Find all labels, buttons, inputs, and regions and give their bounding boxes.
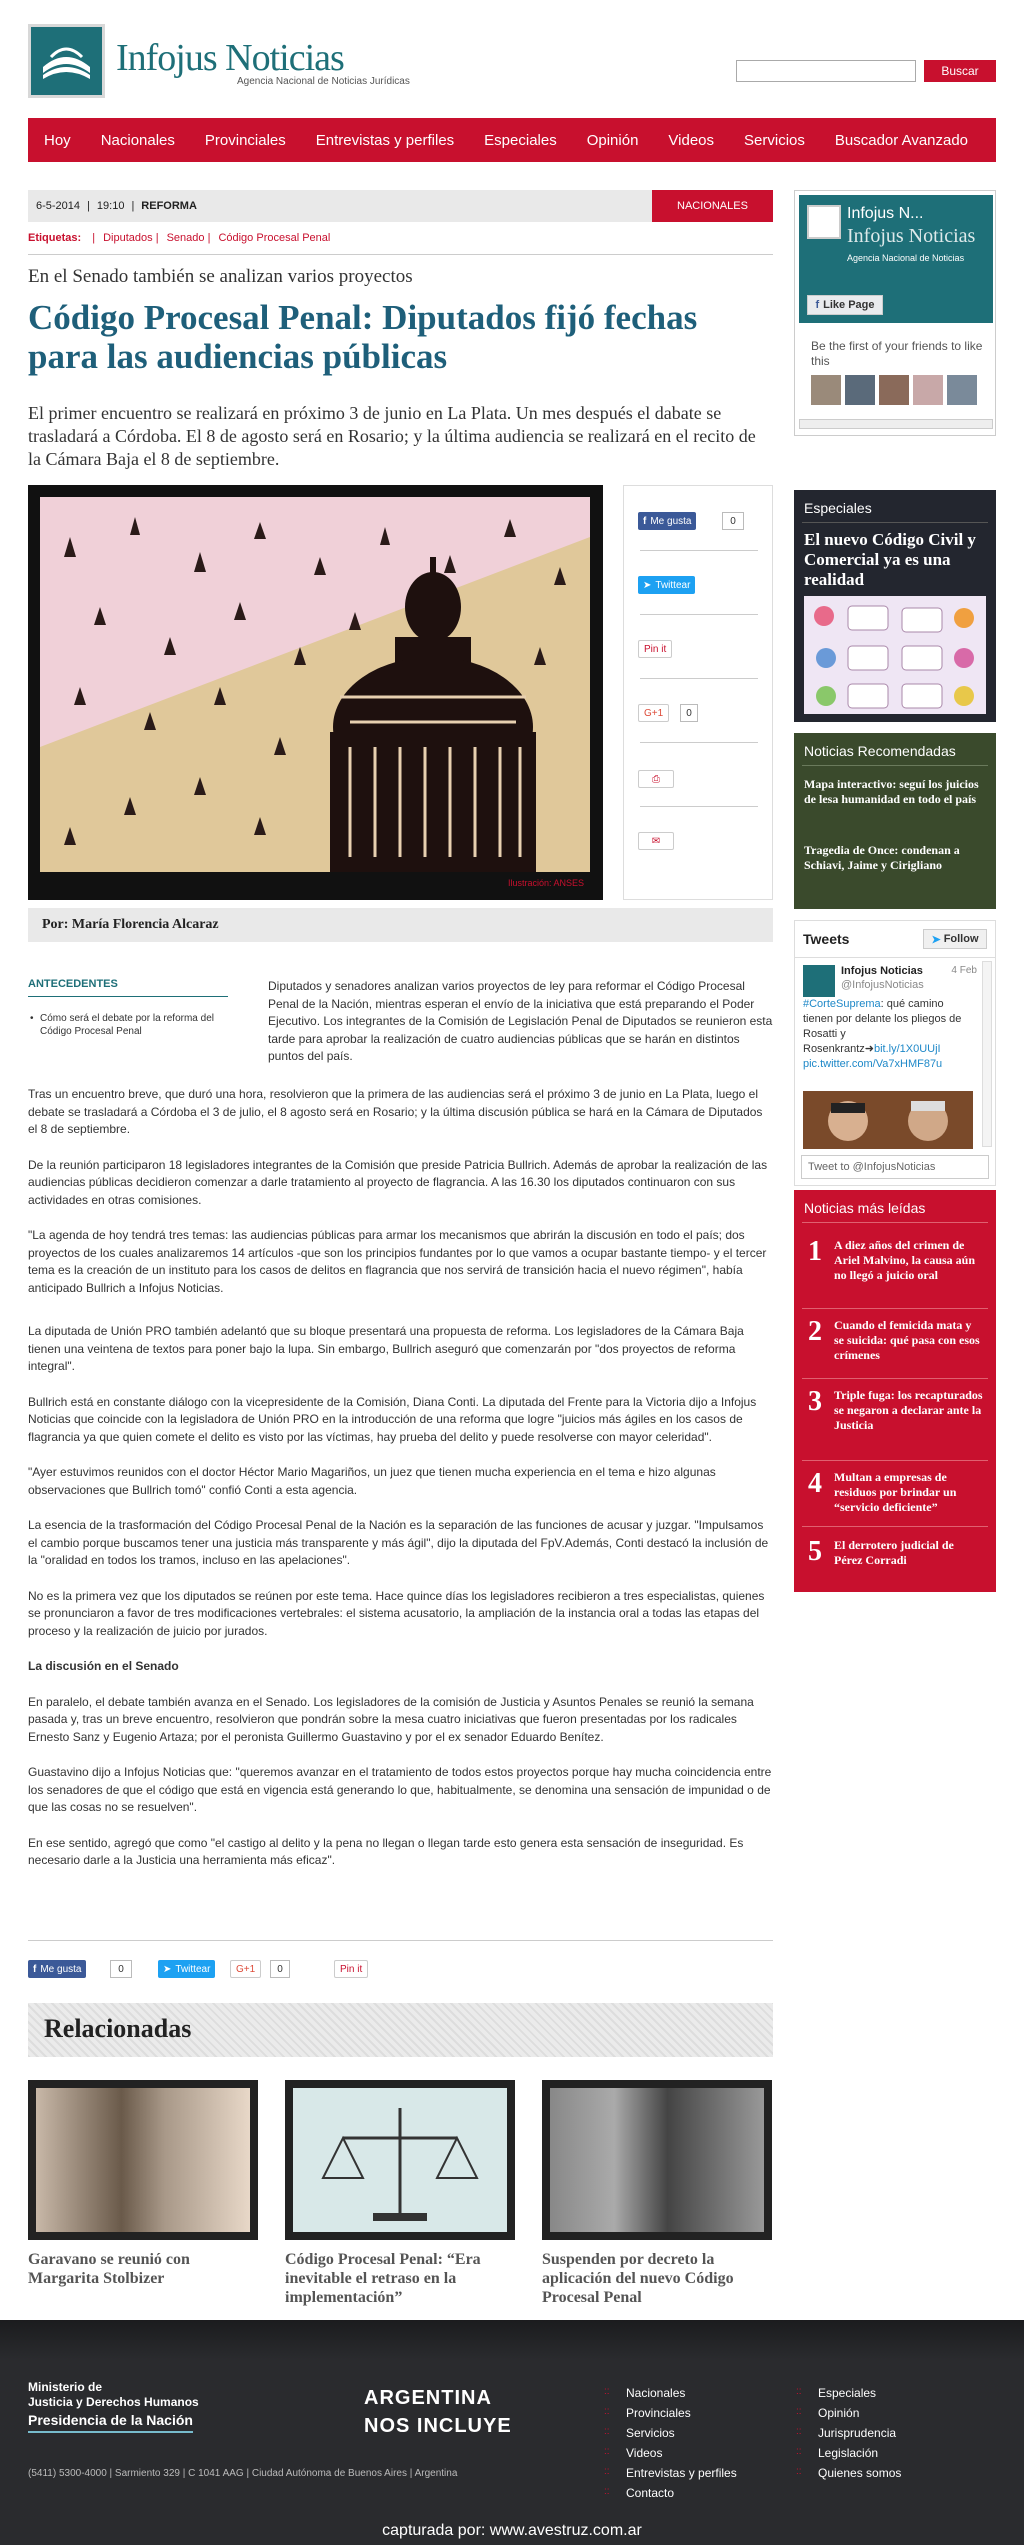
divider: [795, 957, 995, 958]
tweet-text: #CorteSuprema: qué camino tienen por delante los pliegos de Rosatti y Rosenkrantz➜bit.ly/1X0UUjI pic.twitter.com/Va7xHMF87u: [803, 997, 973, 1072]
paragraph: De la reunión participaron 18 legisladores integrantes de la Comisión que preside Patricia Bullrich. Además de aprobar la realización de las audiencias públicas decidieron comenzar a darle tratamiento al proyecto de flagrancia. A las 16.30 los diputados continuaron con sus actividades en otras comisiones.: [28, 1157, 768, 1207]
avatar: [811, 375, 841, 405]
article-meta-bar: 6-5-2014 | 19:10 | REFORMA: [28, 190, 773, 222]
divider: [640, 614, 758, 615]
twitter-share-button[interactable]: [158, 1960, 215, 1978]
email-icon[interactable]: ✉: [638, 832, 674, 850]
paragraph: "Ayer estuvimos reunidos con el doctor Héctor Mario Magariños, un juez que tienen mucha experiencia en el tema e hizo algunas observaciones que Bullrich tomó" confió Conti a esta agencia.: [28, 1465, 716, 1497]
tweet-handle[interactable]: @InfojusNoticias: [841, 979, 924, 991]
twitter-follow-button[interactable]: [923, 929, 987, 949]
avatar[interactable]: [803, 965, 835, 997]
related-caption[interactable]: Garavano se reunió con Margarita Stolbizer: [28, 2251, 190, 2287]
twitter-share-button[interactable]: [638, 576, 695, 594]
divider: [802, 522, 988, 523]
related-image-2[interactable]: [285, 2080, 515, 2240]
paragraph: La diputada de Unión PRO también adelantó que su bloque presentará una propuesta de reforma. Los legisladores de la Cámara Baja tienen una veintena de textos para poner bajo la lupa. Sin embargo, Bullrich aseguró que comenzarán por "dos proyectos de reforma integral".: [28, 1324, 744, 1373]
mas-leida-link[interactable]: El derrotero judicial de Pérez Corradi: [834, 1538, 954, 1567]
article-time: 19:10: [96, 200, 125, 212]
tweet-link[interactable]: bit.ly/1X0UUjI: [873, 1043, 941, 1055]
divider: [640, 742, 758, 743]
fb-like-page-button[interactable]: [807, 295, 883, 315]
facebook-page-widget: [794, 190, 996, 436]
paragraph: En paralelo, el debate también avanza en el Senado. Los legisladores de la comisión de Justicia y Asuntos Penales se reunió la semana pasada y, tras un breve encuentro, resolvieron que pondrán sobre la mesa cuatro iniciativas que fueron presentadas por los radicales Ernesto Sanz y Eugenio Artaza; por el peronista Guillermo Guastavino y por el ex senador Eduardo Benítez.: [28, 1694, 754, 1744]
facebook-like-button[interactable]: [28, 1960, 86, 1978]
tweet-to-input[interactable]: Tweet to @InfojusNoticias: [801, 1155, 989, 1179]
twitter-widget: [794, 920, 996, 1186]
facebook-icon: f: [815, 299, 820, 311]
antecedentes-link[interactable]: [30, 1012, 240, 1038]
main-nav: [28, 118, 996, 162]
divider: [28, 254, 773, 255]
article-type: REFORMA: [141, 200, 197, 212]
paragraph: Bullrich está en constante diálogo con la vicepresidente de la Comisión, Diana Conti. La diputada del Frente para la Victoria dijo a Infojus Noticias que coincide con la legisladora de Unión PRO en la introducción de una reforma que logre "juicios más ágiles en los casos de flagrancia ya que quien comete el delito es visto por las víctimas, hay prueba del delito y puede resolverse con mayor celeridad".: [28, 1394, 757, 1444]
tags-row: Etiquetas: | Diputados | Senado | Código Procesal Penal: [28, 232, 331, 244]
article-image: [28, 485, 603, 900]
paragraph: Guastavino dijo a Infojus Noticias que: "queremos avanzar en el tratamiento de todos estos proyectos porque hay mucha coincidencia entre los senadores de que el código que está en vigencia está generando lo que, habitualmente, se denomina una sensación de impunidad o de que las cosas no se resuelven".: [28, 1765, 772, 1814]
footer-link[interactable]: :: Servicios: [626, 2426, 675, 2440]
rank-number: 5: [808, 1536, 822, 1567]
divider: [802, 1378, 988, 1379]
tag-link[interactable]: Senado: [166, 232, 205, 244]
especiales-title: Especiales: [804, 500, 872, 516]
fb-friends-text: Be the first of your friends to like this: [811, 339, 983, 368]
footer-link[interactable]: :: Jurisprudencia: [818, 2426, 896, 2440]
rank-number: 2: [808, 1316, 822, 1347]
tags-label: Etiquetas:: [28, 232, 82, 244]
fb-label: Me gusta: [650, 515, 692, 527]
divider: [28, 996, 228, 997]
divider: [640, 806, 758, 807]
footer-link[interactable]: :: Nacionales: [626, 2386, 685, 2400]
antecedentes-title: ANTECEDENTES: [28, 978, 118, 990]
nav-item-videos[interactable]: Videos: [668, 131, 715, 149]
fb-label: Me gusta: [40, 1963, 82, 1975]
divider: [28, 1940, 773, 1941]
mas-leida-link[interactable]: Triple fuga: los recapturados se negaron a declarar ante la Justicia: [834, 1388, 983, 1432]
argentina-logo[interactable]: [364, 2384, 512, 2440]
avatar: [845, 375, 875, 405]
footer-link[interactable]: :: Opinión: [818, 2406, 859, 2420]
site-header: [0, 0, 1024, 115]
recomendadas-title: Noticias Recomendadas: [804, 743, 956, 759]
twitter-icon: ➤: [163, 1963, 172, 1975]
rank-number: 3: [808, 1386, 822, 1417]
tweet-body: : qué camino tienen por delante los pliegos de Rosatti y Rosenkrantz: [803, 998, 962, 1055]
gplus-count: 0: [270, 1960, 290, 1978]
brand-name[interactable]: [116, 36, 344, 80]
related-image-1[interactable]: [28, 2080, 258, 2240]
nav-item-opinion[interactable]: Opinión: [586, 131, 639, 149]
divider: [802, 1308, 988, 1309]
fb-page-sub: Agencia Nacional de Noticias: [847, 253, 965, 263]
avatar: [913, 375, 943, 405]
paragraph: Tras un encuentro breve, que duró una hora, resolvieron que la primera de las audiencias será el próximo 3 de junio en La Plata, luego el debate se trasladará a Córdoba el 3 de julio, el 8 agosto será en Rosario; y la última discusión pública se hará en la Cámara de Diputados el 8 de septiembre.: [28, 1087, 763, 1136]
gplus-button[interactable]: G+1: [638, 704, 669, 722]
footer-link[interactable]: :: Contacto: [626, 2486, 674, 2500]
antecedentes-item-label: • Cómo será el debate por la reforma del Código Procesal Penal: [40, 1013, 214, 1037]
related-header: [28, 2003, 773, 2057]
ministry-line-2: Justicia y Derechos Humanos: [28, 2395, 199, 2409]
related-caption[interactable]: Código Procesal Penal: “Era inevitable el retraso en la implementación”: [285, 2251, 481, 2306]
divider: [640, 678, 758, 679]
footer-link[interactable]: :: Legislación: [818, 2446, 878, 2460]
nav-item-nacionales[interactable]: Nacionales: [100, 131, 175, 149]
divider: [802, 1526, 988, 1527]
nav-item-provinciales[interactable]: Provinciales: [204, 131, 286, 149]
tag-link[interactable]: Código Procesal Penal: [218, 232, 331, 244]
mas-leida-link[interactable]: A diez años del crimen de Ariel Malvino, la causa aún no llegó a juicio oral: [834, 1238, 976, 1282]
article-lead: El primer encuentro se realizará en próximo 3 de junio en La Plata. Un mes después el dabate se trasladará a Córdoba. El 8 de agosto será en Rosario; y la última audiencia se realizará en el recito de la Cámara Baja el 8 de septiembre.: [28, 403, 756, 469]
recomendadas-box: [794, 733, 996, 909]
paragraph: La esencia de la trasformación del Código Procesal Penal de la Nación es la separación de las funciones de acusar y juzgar. "Impulsamos el cambio porque buscamos tener una justicia más transparente y más ágil", dijo la diputada del FpV.Además, Conti destacó la inclusión de la "oralidad en todos los tramos, incluso en las apelaciones".: [28, 1518, 769, 1567]
brand-subtitle: Agencia Nacional de Noticias Jurídicas: [237, 76, 410, 87]
fb-page-name: Infojus N...: [847, 205, 924, 222]
nav-item-buscador[interactable]: Buscador Avanzado: [834, 131, 969, 149]
tag-link[interactable]: Diputados: [103, 232, 153, 244]
article-subhead: La discusión en el Senado: [28, 1659, 179, 1673]
search-button[interactable]: Buscar: [924, 60, 996, 82]
related-caption[interactable]: Suspenden por decreto la aplicación del nuevo Código Procesal Penal: [542, 2251, 734, 2306]
capitol-illustration: [40, 497, 590, 872]
paragraph: "La agenda de hoy tendrá tres temas: las audiencias públicas para armar los mecanismos que abrirán la discusión en todo el país; dos proyectos de los cuales analizaremos 14 artículos -que son los principios fundantes por lo que vamos a ocupar bastante tiempo- y el tercer tema es la creación de un instituto para los casos de delitos en flagrancia que nos servirá de transición hacia el nuevo régimen", había anticipado Bullrich a Infojus Noticias.: [28, 1228, 767, 1295]
divider: [802, 765, 988, 766]
especiales-headline[interactable]: El nuevo Código Civil y Comercial ya es una realidad: [804, 530, 976, 589]
mas-leida-link[interactable]: Cuando el femicida mata y se suicida: qué pasa con esos crímenes: [834, 1318, 980, 1362]
twitter-label: Twittear: [655, 579, 691, 591]
facebook-icon: f: [643, 515, 647, 527]
mas-leidas-box: [794, 1190, 996, 1592]
nav-item-especiales[interactable]: Especiales: [484, 131, 557, 149]
site-footer: [0, 2320, 1024, 2545]
tweets-title: Tweets: [803, 931, 850, 947]
pinit-button[interactable]: Pin it: [638, 640, 672, 658]
nav-item-hoy[interactable]: Hoy: [44, 131, 71, 149]
footer-link[interactable]: :: Entrevistas y perfiles: [626, 2466, 737, 2480]
nav-item-servicios[interactable]: Servicios: [744, 131, 805, 149]
article-kicker: En el Senado también se analizan varios proyectos: [28, 266, 413, 287]
facebook-icon: f: [33, 1963, 37, 1975]
tweet-hashtag[interactable]: #CorteSuprema: [803, 998, 881, 1010]
ministry-line-1: Ministerio de: [28, 2380, 103, 2394]
rank-number: 4: [808, 1468, 822, 1499]
logo-icon[interactable]: [28, 24, 105, 98]
footer-address: (5411) 5300-4000 | Sarmiento 329 | C 1041 AAG | Ciudad Autónoma de Buenos Aires | Argentina: [28, 2468, 458, 2479]
article-author: Por: María Florencia Alcaraz: [28, 908, 773, 942]
fb-page-avatar: [807, 205, 841, 239]
print-icon[interactable]: ⎙: [638, 770, 674, 788]
fb-cover[interactable]: [799, 195, 993, 323]
fb-like-label: Like Page: [823, 299, 875, 311]
pinit-button[interactable]: Pin it: [334, 1960, 368, 1978]
section-badge[interactable]: NACIONALES: [652, 190, 773, 222]
gplus-count: 0: [680, 704, 698, 722]
article-headline: Código Procesal Penal: Diputados fijó fechas para las audiencias públicas: [28, 298, 698, 376]
recomendada-link[interactable]: Tragedia de Once: condenan a Schiavi, Jaime y Cirigliano: [804, 843, 960, 872]
nav-item-entrevistas[interactable]: Entrevistas y perfiles: [315, 131, 455, 149]
twitter-label: Twittear: [175, 1963, 211, 1975]
image-credit: Ilustración: ANSES: [508, 878, 585, 888]
facebook-like-button[interactable]: [638, 512, 696, 530]
recomendada-link[interactable]: Mapa interactivo: seguí los juicios de lesa humanidad en todo el país: [804, 777, 979, 806]
footer-ministry[interactable]: [28, 2380, 199, 2410]
divider: [640, 550, 758, 551]
rank-number: 1: [808, 1236, 822, 1267]
scrollbar[interactable]: [982, 961, 992, 1147]
gplus-button[interactable]: G+1: [230, 1960, 261, 1978]
argentina-line-1: ARGENTINA: [364, 2387, 492, 2409]
fb-count: 0: [722, 512, 744, 530]
brand-main: Infojus: [116, 37, 217, 79]
paragraph: En ese sentido, agregó que como "el castigo al delito y la pena no llegan o llegan tarde esto genera esta sensación de inseguridad. Es necesario darle a la Justicia una herramienta más eficaz".: [28, 1835, 744, 1867]
fb-count: 0: [110, 1960, 132, 1978]
twitter-icon: ➤: [931, 933, 941, 946]
article-intro: Diputados y senadores analizan varios proyectos de ley para reformar el Código Procesal Penal de la Nación, mientras esperan el envío de la iniciativa que está preparando el Poder Ejecutivo. Los integrantes de la Comisión de Legislación Penal de Diputados se reunieron esta tarde para aprobar la realización de cuatro audiencias públicas que se harán en distintos puntos del país.: [268, 979, 773, 1063]
avatar: [879, 375, 909, 405]
especiales-image[interactable]: [804, 596, 986, 714]
footer-link[interactable]: :: Videos: [626, 2446, 662, 2460]
mas-leidas-title: Noticias más leídas: [804, 1200, 926, 1216]
share-box: [623, 485, 773, 900]
twitter-icon: ➤: [643, 579, 652, 591]
tweet-photo[interactable]: [803, 1091, 973, 1149]
capture-credit: capturada por: www.avestruz.com.ar: [382, 2522, 642, 2539]
footer-link[interactable]: :: Especiales: [818, 2386, 876, 2400]
brand-second: Noticias: [225, 37, 344, 79]
search-input[interactable]: [736, 60, 916, 82]
article-body: [28, 1086, 773, 1888]
tweet-date[interactable]: 4 Feb: [951, 965, 977, 976]
divider: [802, 1222, 988, 1223]
footer-link[interactable]: :: Provinciales: [626, 2406, 691, 2420]
tweet-author[interactable]: Infojus Noticias: [841, 965, 923, 977]
divider: [802, 1460, 988, 1461]
related-title: Relacionadas: [44, 2014, 192, 2043]
mas-leida-link[interactable]: Multan a empresas de residuos por brindar un “servicio deficiente”: [834, 1470, 957, 1514]
paragraph: No es la primera vez que los diputados se reúnen por este tema. Hace quince días los legisladores recibieron a tres especialistas, quienes se pronunciaron a favor de tres modificaciones vertebrales: el sistema acusatorio, la ampliación de la instancia oral a todas las etapas del proceso y la realización de juicio por jurados.: [28, 1588, 765, 1638]
article-date: 6-5-2014: [36, 200, 81, 212]
footer-band: [0, 2320, 1024, 2360]
fb-page-name-large: Infojus Noticias: [847, 225, 976, 247]
tweet-link[interactable]: pic.twitter.com/Va7xHMF87u: [803, 1058, 943, 1070]
footer-presidencia[interactable]: Presidencia de la Nación: [28, 2412, 193, 2433]
especiales-box: [794, 490, 996, 722]
avatar: [947, 375, 977, 405]
scrollbar[interactable]: [799, 419, 993, 429]
related-image-3[interactable]: [542, 2080, 772, 2240]
argentina-line-2: NOS INCLUYE: [364, 2415, 512, 2437]
footer-link[interactable]: :: Quienes somos: [818, 2466, 901, 2480]
follow-label: Follow: [943, 933, 979, 945]
